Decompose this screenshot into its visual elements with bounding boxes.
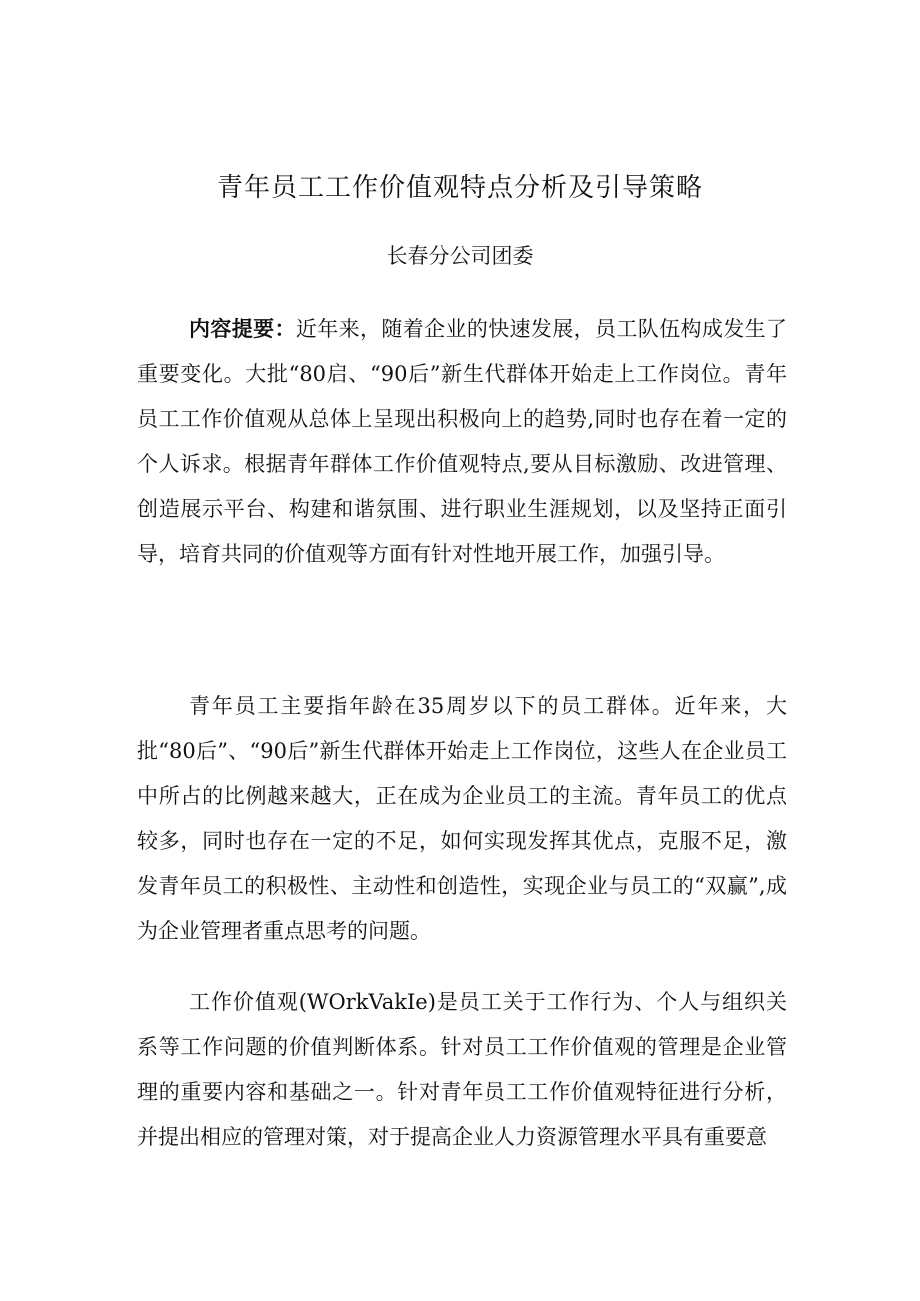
- abstract-text: 近年来，随着企业的快速发展，员工队伍构成发生了重要变化。大批“80启、“90后”新生代群体开始走上工作岗位。青年员工工作价值观从总体上呈现出积极向上的趋势,同时也存在着一定的个人诉求。根据青年群体工作价值观特点,要从目标激励、改进管理、创造展示平台、构建和谐氛围、进行职业生涯规划，以及坚持正面引导，培育共同的价值观等方面有针对性地开展工作，加强引导。: [137, 317, 788, 566]
- document-title: 青年员工工作价值观特点分析及引导策略: [216, 173, 703, 203]
- document-author: 长春分公司团委: [386, 244, 534, 268]
- abstract-paragraph: [137, 306, 787, 577]
- body-paragraph-1: 青年员工主要指年龄在35周岁以下的员工群体。近年来，大批“80后”、“90后”新生代群体开始走上工作岗位，这些人在企业员工中所占的比例越来越大，正在成为企业员工的主流。青年员工的优点较多，同时也存在一定的不足，如何实现发挥其优点，克服不足，激发青年员工的积极性、主动性和创造性，实现企业与员工的“双赢”,成为企业管理者重点思考的问题。: [137, 694, 787, 943]
- body-paragraph-2: 工作价值观(WOrkVakIe)是员工关于工作行为、个人与组织关系等工作问题的价值判断体系。针对员工工作价值观的管理是企业管理的重要内容和基础之一。针对青年员工工作价值观特征进行分析，并提出相应的管理对策，对于提高企业人力资源管理水平具有重要意: [137, 990, 787, 1149]
- abstract-label: 内容提要：: [189, 316, 296, 341]
